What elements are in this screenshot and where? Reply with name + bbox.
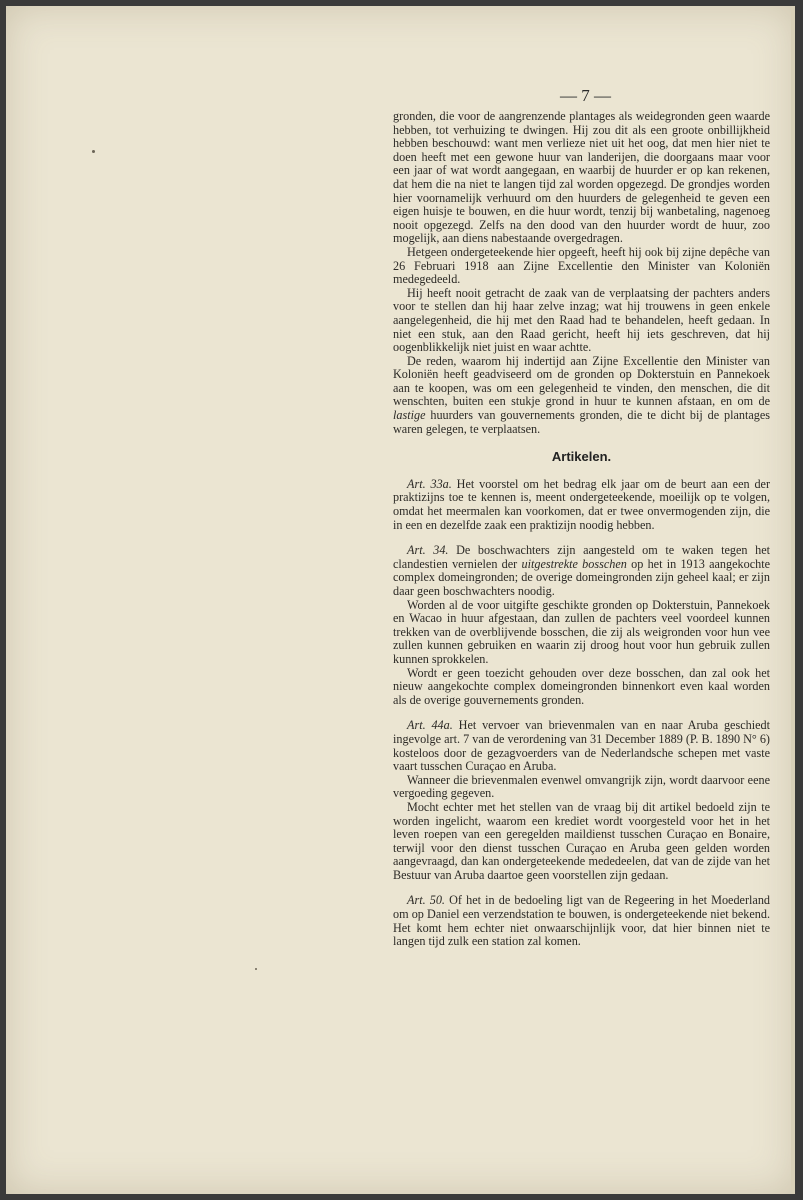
paragraph: Wordt er geen toezicht gehouden over deze bosschen, dan zal ook het nieuw aangekochte complex domeingronden binnenkort even kaal worden als de overige gouvernements gronden. [393,665,770,707]
article-label: Art. 33a. [407,476,452,491]
emphasis-text: uitgestrekte bosschen [521,556,627,571]
margin-speck [255,968,257,970]
page-number: — 7 — [560,86,611,105]
paragraph: Worden al de voor uitgifte geschikte gronden op Dokterstuin, Pannekoek en Wacao in huur afgestaan, dan zullen de pachters veel voordeel kunnen trekken van de overblijvende bosschen, die zij als weigronden voor hun vee zullen kunnen gebruiken en waarin zij droog hout voor hun gebruik zullen kunnen sprokkelen. [393,597,770,666]
article-34 [393,544,770,598]
article-label: Art. 44a. [407,718,453,733]
article-44a [393,719,770,773]
article-label: Art. 50. [407,893,445,908]
document-page [6,6,795,1194]
article-text: Het voorstel om het bedrag elk jaar om de beurt aan een der praktizijns toe te kennen is, meent ondergeteekende, moeilijk op te volgen, omdat het meermalen kan voorkomen, dat er twee onvermogenden zijn, die in een en dezelfde zaak een praktizijn noodig hebben. [393,476,771,532]
paragraph: Wanneer die brievenmalen evenwel omvangrijk zijn, wordt daarvoor eene vergoeding gegeven. [393,772,770,801]
paragraph [393,355,770,437]
paragraph: Hetgeen ondergeteekende hier opgeeft, heeft hij ook bij zijne depêche van 26 Februari 1918 aan Zijne Excellentie den Minister van Koloniën medegedeeld. [393,244,770,287]
paragraph-text: De reden, waarom hij indertijd aan Zijne Excellentie den Minister van Koloniën heeft geadviseerd om de gronden op Dokterstuin en Pannekoek aan te koopen, was om een gelegenheid te vinden, den menschen, die dit wenschten, buiten een stukje grond in huur te kunnen afstaan, en om de [393,353,770,409]
article-label: Art. 34. [407,543,449,558]
paragraph: Mocht echter met het stellen van de vraag bij dit artikel bedoeld zijn te worden ingelicht, waarom een krediet wordt voorgesteld voor het in het leven roepen van een geregelden maildienst tusschen Curaçao en Bonaire, terwijl voor den dienst tusschen Curaçao en Aruba geen gelden worden aangevraagd, dan kan ondergeteekende mededeelen, dat van de zijde van het Bestuur van Aruba daartoe geen voorstellen zijn gedaan. [393,799,770,882]
paragraph-text: huurders van gouvernements gronden, die te dicht bij de plantages waren gelegen, te verplaatsen. [393,408,770,436]
section-heading: Artikelen. [551,449,612,465]
paragraph: gronden, die voor de aangrenzende plantages als weidegronden geen waarde hebben, tot verhuizing te dwingen. Hij zou dit als een groote onbillijkheid hebben beschouwd: want men verlieze niet uit het oog, dat men hier niet te doen heeft met een gewone huur van landerijen, die doorgaans maar voor een jaar of wat wordt aangegaan, en waarbij de huurder er op kan rekenen, dat hem die na niet te langen tijd zal worden opgezegd. De grondjes worden hier voornamelijk verhuurd om den huurders de gelegenheid te geven een eigen huisje te bouwen, en die huur wordt, tenzij bij wanbetaling, nagenoeg nooit opgezegd. Zelfs na den dood van den huurder wordt de huur, zoo mogelijk, aan diens nabestaande overgedragen. [393,109,770,246]
page-edge [791,6,795,1194]
article-33a [393,478,770,532]
paragraph: Hij heeft nooit getracht de zaak van de verplaatsing der pachters anders voor te stellen dan hij haar zelve inzag; wat hij trouwens in geen enkele aangelegenheid, die hij met den Raad had te behandelen, heeft gedaan. In niet een stuk, aan den Raad gericht, heeft hij iets geschreven, dat hij oogenblikkelijk niet juist en waar achtte. [393,285,770,355]
article-text: Het vervoer van brievenmalen van en naar Aruba geschiedt ingevolge art. 7 van de verordening van 31 December 1889 (P. B. 1890 N° 6) kosteloos door de gezagvoerders van de Nederlandsche schepen met vaste vaart tusschen Curaçao en Aruba. [393,718,770,774]
article-text: De boschwachters zijn aangesteld om te waken tegen het clandestien vernielen der [393,543,771,571]
article-text: op het in 1913 aangekochte complex domeingronden; de overige domeingronden zijn geheel kaal; er zijn daar geen boschwachters noodig. [393,556,770,598]
margin-speck [92,150,95,153]
article-text: Of het in de bedoeling ligt van de Regeering in het Moederland om op Daniel een verzendstation te bouwen, is ondergeteekende niet bekend. Het komt hem echter niet onwaarschijnlijk voor, dat hier binnen niet te langen tijd zulk een station zal komen. [393,893,771,949]
emphasis-text: lastige [393,408,426,423]
text-column [393,110,770,949]
article-50 [393,894,770,948]
